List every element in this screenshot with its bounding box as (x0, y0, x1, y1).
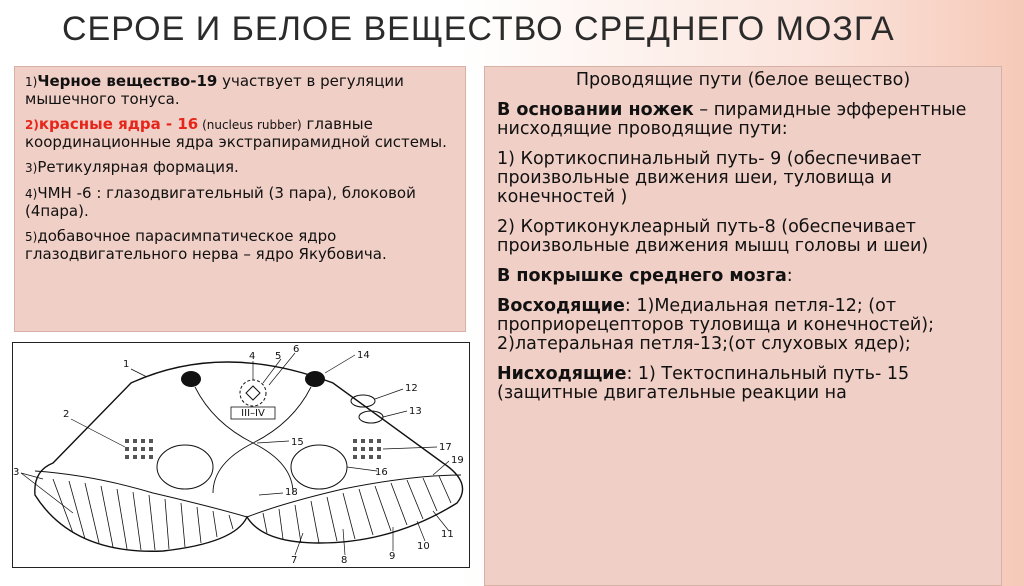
ascending-item: Восходящие: 1)Медиальная петля-12; (от проприорецепторов туловища и конечностей); 2)латеральная петля-13;(от слуховых ядер); (497, 296, 934, 354)
red-nucleus-right (291, 445, 347, 489)
label-18: 18 (285, 487, 298, 498)
label-10: 10 (417, 541, 430, 552)
midbrain-section-svg (13, 343, 469, 567)
corticonuclear-item: 2) Кортиконуклеарный путь-8 (обеспечивает произвольные движения мышц головы и шеи) (497, 217, 929, 256)
list-item-substantia-nigra: 1)Черное вещество-19 участвует в регуляции мышечного тонуса. (25, 72, 404, 108)
label-3: 3 (13, 467, 20, 478)
label-7: 7 (291, 555, 298, 566)
label-5: 5 (275, 351, 282, 362)
label-19: 19 (451, 455, 464, 466)
list-item-cranial-nerves: 4)ЧМН -6 : глазодвигательный (3 пара), блоковой (4пара). (25, 184, 416, 220)
list-item-yakubovich-nucleus: 5)добавочное парасимпатическое ядро глазодвигательного нерва – ядро Якубовича. (25, 227, 387, 263)
crus-boundary (35, 471, 461, 517)
reticular-left (125, 439, 153, 459)
label-13: 13 (409, 406, 422, 417)
red-nucleus-left (157, 445, 213, 489)
tegmentum-heading: В покрышке среднего мозга: (497, 266, 793, 286)
label-9: 9 (389, 551, 396, 562)
colliculus-left (181, 371, 201, 387)
descending-item: Нисходящие: 1) Тектоспинальный путь- 15 (защитные двигательные реакции на (497, 364, 910, 403)
list-item-red-nuclei: 2)красные ядра - 16 (nucleus rubber) главные координационные ядра экстрапирамидной системы. (25, 115, 447, 151)
label-2: 2 (63, 409, 70, 420)
base-section: В основании ножек – пирамидные эфферентные нисходящие проводящие пути: (497, 100, 967, 139)
midbrain-diagram (12, 342, 470, 568)
label-11: 11 (441, 529, 454, 540)
colliculus-right (305, 371, 325, 387)
label-12: 12 (405, 383, 418, 394)
label-17: 17 (439, 442, 452, 453)
aqueduct-diamond (246, 386, 260, 400)
label-15: 15 (291, 437, 304, 448)
base-hatching (53, 476, 451, 550)
label-4: 4 (249, 351, 256, 362)
pathways-heading: Проводящие пути (белое вещество) (575, 70, 911, 90)
white-matter-box (484, 66, 1002, 586)
list-item-reticular-formation: 3)Ретикулярная формация. (25, 158, 239, 176)
slide-title: СЕРОЕ И БЕЛОЕ ВЕЩЕСТВО СРЕДНЕГО МОЗГА (62, 10, 895, 48)
label-8: 8 (341, 555, 348, 566)
label-6: 6 (293, 344, 300, 355)
label-16: 16 (375, 467, 388, 478)
label-1: 1 (123, 359, 130, 370)
label-14: 14 (357, 350, 370, 361)
reticular-right (353, 439, 381, 459)
corticospinal-item: 1) Кортикоспинальный путь- 9 (обеспечивает произвольные движения шеи, туловища и конечностей ) (497, 149, 922, 207)
aqueduct (240, 380, 266, 406)
nucleus-box-label: III–IV (241, 408, 265, 419)
gray-matter-box (14, 66, 466, 332)
